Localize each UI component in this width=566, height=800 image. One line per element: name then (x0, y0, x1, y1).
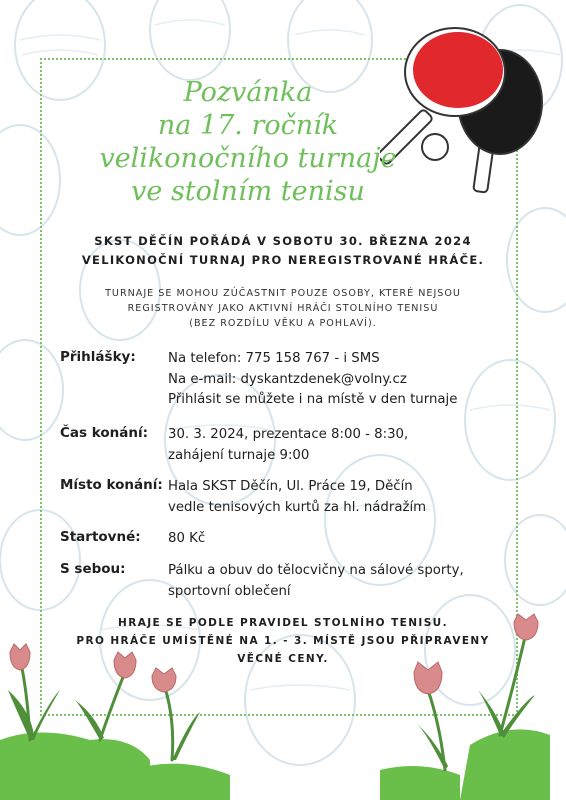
title-line: velikonočního turnaje (99, 143, 397, 174)
place-label: Místo konání: (60, 477, 163, 493)
fee-label: Startovné: (60, 529, 141, 545)
heading-line: SKST DĚČÍN POŘÁDÁ V SOBOTU 30. BŘEZNA 2024 (94, 234, 472, 248)
bring-line: Pálku a obuv do tělocvičny na sálové sporty, (168, 563, 464, 578)
eligibility-note (50, 286, 516, 331)
registration-phone: Na telefon: 775 158 767 - i SMS (168, 351, 380, 366)
announcement-heading (50, 232, 516, 270)
heading-line: VELIKONOČNÍ TURNAJ PRO NEREGISTROVANÉ HRÁČE. (81, 253, 485, 267)
registration-email: Na e-mail: dyskantzdenek@volny.cz (168, 371, 407, 387)
place-line: Hala SKST Děčín, Ul. Práce 19, Děčín (168, 479, 413, 494)
time-line: zahájení turnaje 9:00 (168, 447, 310, 463)
footer-line: VĚCNÉ CENY. (237, 653, 329, 665)
note-line: REGISTROVÁNY JAKO AKTIVNÍ HRÁČI STOLNÍHO TENISU (127, 303, 439, 314)
place-value (168, 477, 426, 518)
registration-value (168, 349, 457, 411)
tulip-meadow-illustration (0, 600, 566, 800)
fee-value (168, 529, 205, 550)
title-line: na 17. ročník (157, 110, 339, 141)
note-line: TURNAJE SE MOHOU ZÚČASTNIT POUZE OSOBY, KTERÉ NEJSOU (105, 288, 461, 299)
place-line: vedle tenisových kurtů za hl. nádražím (168, 499, 427, 515)
note-line: (BEZ ROZDÍLU VĚKU A POHLAVÍ). (189, 318, 377, 329)
bring-value (168, 561, 464, 602)
time-value (168, 425, 408, 466)
title-line: Pozvánka (183, 77, 313, 108)
time-line: 30. 3. 2024, prezentace 8:00 - 8:30, (168, 427, 409, 442)
footer-line: PRO HRÁČE UMÍSTĚNÉ NA 1. - 3. MÍSTĚ JSOU PŘIPRAVENY (76, 635, 490, 647)
fee-line: 80 Kč (168, 531, 206, 546)
registration-label: Přihlášky: (60, 349, 136, 365)
registration-onsite: Přihlásit se můžete i na místě v den turnaje (168, 392, 458, 407)
invitation-title (88, 76, 408, 208)
time-label: Čas konání: (60, 425, 149, 441)
bring-label: S sebou: (60, 561, 126, 577)
title-line: ve stolním tenisu (131, 176, 365, 207)
footer-line: HRAJE SE PODLE PRAVIDEL STOLNÍHO TENISU. (118, 617, 448, 629)
bring-line: sportovní oblečení (168, 583, 291, 599)
